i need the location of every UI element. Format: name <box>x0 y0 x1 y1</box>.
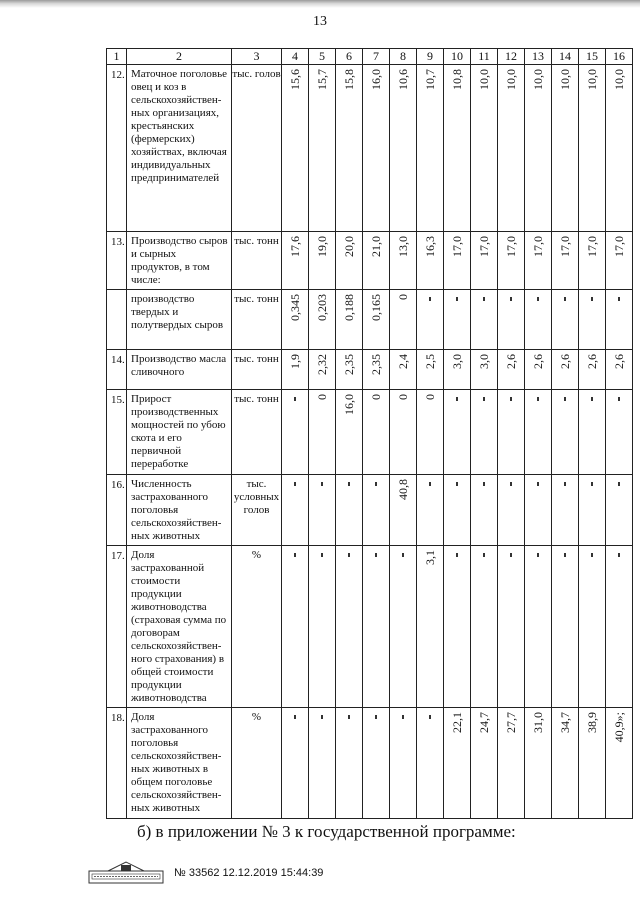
value-text: 2,6 <box>558 354 572 369</box>
value-cell <box>471 475 498 546</box>
dash-mark <box>375 715 377 719</box>
dash-mark <box>429 482 431 486</box>
value-cell <box>336 708 363 819</box>
value-cell <box>471 65 498 232</box>
dash-mark <box>294 715 296 719</box>
value-cell <box>444 65 471 232</box>
dash-mark <box>294 397 296 401</box>
dash-mark <box>564 482 566 486</box>
value-cell <box>552 390 579 475</box>
dash-mark <box>591 297 593 301</box>
value-cell <box>363 390 390 475</box>
value-text: 0,345 <box>288 294 302 321</box>
dash-mark <box>321 482 323 486</box>
header-cell: 10 <box>444 49 471 65</box>
value-cell <box>363 232 390 290</box>
table-row <box>107 65 633 232</box>
header-cell: 6 <box>336 49 363 65</box>
value-cell <box>579 350 606 390</box>
value-text: 2,32 <box>315 354 329 375</box>
value-cell <box>579 65 606 232</box>
value-cell <box>552 350 579 390</box>
value-cell <box>282 475 309 546</box>
value-cell <box>606 708 633 819</box>
value-cell <box>336 475 363 546</box>
header-cell: 5 <box>309 49 336 65</box>
dash-mark <box>483 553 485 557</box>
value-cell <box>498 232 525 290</box>
value-text: 2,35 <box>342 354 356 375</box>
value-text: 10,7 <box>423 69 437 90</box>
value-text: 17,0 <box>558 236 572 257</box>
value-cell <box>282 546 309 708</box>
unit-cell: тыс. голов <box>232 65 282 232</box>
header-cell: 1 <box>107 49 127 65</box>
indicator-name: Доля застрахованной стоимости продукции животноводства (страховая сумма по договорам сельскохозяйствен-ного страхования) в общей стоимости продукции животноводства <box>127 546 232 708</box>
value-cell <box>552 290 579 350</box>
value-cell <box>417 350 444 390</box>
dash-mark <box>456 482 458 486</box>
indicator-name: Маточное поголовье овец и коз в сельскохозяйствен-ных организациях, крестьянских (фермерских) хозяйствах, включая индивидуальных предпринимателей <box>127 65 232 232</box>
header-cell: 11 <box>471 49 498 65</box>
value-text: 19,0 <box>315 236 329 257</box>
table-row <box>107 390 633 475</box>
dash-mark <box>510 397 512 401</box>
value-text: 40,8 <box>396 479 410 500</box>
value-cell <box>336 350 363 390</box>
header-cell: 9 <box>417 49 444 65</box>
value-text: 10,0 <box>504 69 518 90</box>
unit-cell: % <box>232 708 282 819</box>
value-text: 0 <box>369 394 383 400</box>
value-cell <box>309 475 336 546</box>
value-cell <box>309 350 336 390</box>
value-cell <box>444 708 471 819</box>
dash-mark <box>402 553 404 557</box>
value-text: 0 <box>396 394 410 400</box>
header-cell: 16 <box>606 49 633 65</box>
dash-mark <box>510 297 512 301</box>
value-cell <box>390 708 417 819</box>
dash-mark <box>564 397 566 401</box>
dash-mark <box>429 715 431 719</box>
page-number: 13 <box>313 14 327 29</box>
value-text: 3,1 <box>423 550 437 565</box>
header-cell: 12 <box>498 49 525 65</box>
value-text: 15,8 <box>342 69 356 90</box>
unit-cell: тыс. тонн <box>232 350 282 390</box>
value-text: 0,188 <box>342 294 356 321</box>
unit-cell: тыс. тонн <box>232 232 282 290</box>
indicator-name: Численность застрахованного поголовья сельскохозяйствен-ных животных <box>127 475 232 546</box>
value-cell <box>498 708 525 819</box>
value-cell <box>363 290 390 350</box>
table-row <box>107 708 633 819</box>
value-text: 3,0 <box>450 354 464 369</box>
value-text: 0 <box>315 394 329 400</box>
value-cell <box>417 475 444 546</box>
value-text: 16,3 <box>423 236 437 257</box>
row-number: 14. <box>107 350 127 390</box>
value-cell <box>282 290 309 350</box>
value-text: 2,6 <box>531 354 545 369</box>
scan-top-edge <box>0 0 640 8</box>
dash-mark <box>348 553 350 557</box>
dash-mark <box>591 482 593 486</box>
value-cell <box>552 65 579 232</box>
value-cell <box>525 475 552 546</box>
dash-mark <box>618 482 620 486</box>
value-cell <box>525 350 552 390</box>
indicator-name: Прирост производственных мощностей по убою скота и его первичной переработке <box>127 390 232 475</box>
dash-mark <box>537 397 539 401</box>
value-text: 38,9 <box>585 712 599 733</box>
value-cell <box>579 708 606 819</box>
value-cell <box>417 290 444 350</box>
dash-mark <box>483 482 485 486</box>
value-cell <box>309 65 336 232</box>
value-cell <box>336 65 363 232</box>
unit-cell: тыс. условных голов <box>232 475 282 546</box>
value-text: 10,0 <box>585 69 599 90</box>
dash-mark <box>348 715 350 719</box>
row-number: 17. <box>107 546 127 708</box>
value-cell <box>309 290 336 350</box>
value-text: 27,7 <box>504 712 518 733</box>
indicator-name: Доля застрахованного поголовья сельскохозяйствен-ных животных в общем поголовье сельскохозяйствен-ных животных <box>127 708 232 819</box>
value-text: 2,5 <box>423 354 437 369</box>
value-cell <box>471 546 498 708</box>
footer-text: б) в приложении № 3 к государственной программе: <box>137 822 516 841</box>
value-cell <box>363 708 390 819</box>
value-cell <box>363 350 390 390</box>
value-cell <box>498 65 525 232</box>
value-text: 0 <box>423 394 437 400</box>
value-cell <box>417 65 444 232</box>
value-cell <box>363 475 390 546</box>
dash-mark <box>510 553 512 557</box>
dash-mark <box>375 553 377 557</box>
value-text: 2,6 <box>504 354 518 369</box>
value-cell <box>606 232 633 290</box>
value-text: 10,0 <box>558 69 572 90</box>
value-text: 15,7 <box>315 69 329 90</box>
table-row <box>107 475 633 546</box>
value-text: 24,7 <box>477 712 491 733</box>
value-cell <box>579 475 606 546</box>
dash-mark <box>591 553 593 557</box>
value-cell <box>606 350 633 390</box>
value-text: 2,6 <box>612 354 626 369</box>
value-cell <box>552 475 579 546</box>
dash-mark <box>591 397 593 401</box>
value-text: 16,0 <box>369 69 383 90</box>
header-cell: 14 <box>552 49 579 65</box>
row-number: 12. <box>107 65 127 232</box>
dash-mark <box>537 297 539 301</box>
value-cell <box>579 290 606 350</box>
value-cell <box>525 390 552 475</box>
value-cell <box>498 350 525 390</box>
value-cell <box>336 546 363 708</box>
value-cell <box>336 290 363 350</box>
value-text: 10,0 <box>612 69 626 90</box>
value-cell <box>282 390 309 475</box>
dash-mark <box>537 482 539 486</box>
value-cell <box>282 708 309 819</box>
dash-mark <box>483 397 485 401</box>
value-text: 31,0 <box>531 712 545 733</box>
value-cell <box>390 390 417 475</box>
value-cell <box>498 390 525 475</box>
value-cell <box>282 232 309 290</box>
dash-mark <box>402 715 404 719</box>
dash-mark <box>456 397 458 401</box>
row-number: 15. <box>107 390 127 475</box>
value-cell <box>606 546 633 708</box>
value-cell <box>390 290 417 350</box>
value-text: 21,0 <box>369 236 383 257</box>
value-cell <box>471 290 498 350</box>
value-cell <box>579 232 606 290</box>
indicator-name: Производство масла сливочного <box>127 350 232 390</box>
value-cell <box>363 65 390 232</box>
value-cell <box>471 390 498 475</box>
dash-mark <box>321 553 323 557</box>
table-row <box>107 290 633 350</box>
dash-mark <box>618 553 620 557</box>
value-cell <box>552 708 579 819</box>
value-text: 1,9 <box>288 354 302 369</box>
header-cell: 7 <box>363 49 390 65</box>
header-row <box>107 49 633 65</box>
value-cell <box>390 350 417 390</box>
dash-mark <box>375 482 377 486</box>
value-cell <box>309 232 336 290</box>
value-cell <box>525 290 552 350</box>
dash-mark <box>618 297 620 301</box>
value-cell <box>498 475 525 546</box>
header-cell: 3 <box>232 49 282 65</box>
dash-mark <box>456 297 458 301</box>
header-cell: 13 <box>525 49 552 65</box>
dash-mark <box>348 482 350 486</box>
dash-mark <box>483 297 485 301</box>
value-cell <box>417 546 444 708</box>
value-text: 34,7 <box>558 712 572 733</box>
value-cell <box>525 65 552 232</box>
value-text: 17,0 <box>612 236 626 257</box>
row-number <box>107 290 127 350</box>
value-text: 0,203 <box>315 294 329 321</box>
value-text: 40,9»; <box>612 712 626 743</box>
value-cell <box>444 390 471 475</box>
dash-mark <box>618 397 620 401</box>
value-text: 16,0 <box>342 394 356 415</box>
value-cell <box>579 390 606 475</box>
value-text: 2,35 <box>369 354 383 375</box>
value-cell <box>471 708 498 819</box>
value-text: 2,6 <box>585 354 599 369</box>
value-text: 17,0 <box>585 236 599 257</box>
value-text: 3,0 <box>477 354 491 369</box>
value-cell <box>525 708 552 819</box>
dash-mark <box>294 553 296 557</box>
value-text: 15,6 <box>288 69 302 90</box>
value-text: 10,8 <box>450 69 464 90</box>
value-text: 10,0 <box>477 69 491 90</box>
value-cell <box>282 65 309 232</box>
header-cell: 15 <box>579 49 606 65</box>
value-cell <box>444 232 471 290</box>
value-cell <box>606 290 633 350</box>
value-cell <box>552 232 579 290</box>
value-cell <box>471 350 498 390</box>
value-cell <box>390 65 417 232</box>
value-cell <box>417 708 444 819</box>
dash-mark <box>321 715 323 719</box>
value-text: 0,165 <box>369 294 383 321</box>
value-text: 17,0 <box>450 236 464 257</box>
value-cell <box>336 232 363 290</box>
document-registration-info: № 33562 12.12.2019 15:44:39 <box>174 867 324 879</box>
value-cell <box>525 546 552 708</box>
value-cell <box>579 546 606 708</box>
header-cell: 2 <box>127 49 232 65</box>
unit-cell: % <box>232 546 282 708</box>
row-number: 16. <box>107 475 127 546</box>
dash-mark <box>510 482 512 486</box>
value-cell <box>309 708 336 819</box>
value-cell <box>309 546 336 708</box>
value-cell <box>282 350 309 390</box>
value-text: 17,0 <box>531 236 545 257</box>
value-cell <box>552 546 579 708</box>
registry-stamp-logo <box>88 860 164 884</box>
dash-mark <box>294 482 296 486</box>
value-cell <box>498 290 525 350</box>
unit-cell: тыс. тонн <box>232 290 282 350</box>
value-cell <box>363 546 390 708</box>
unit-cell: тыс. тонн <box>232 390 282 475</box>
value-text: 10,6 <box>396 69 410 90</box>
value-cell <box>444 475 471 546</box>
value-cell <box>309 390 336 475</box>
value-cell <box>498 546 525 708</box>
table-row <box>107 350 633 390</box>
indicator-name: Производство сыров и сырных продуктов, в том числе: <box>127 232 232 290</box>
value-text: 17,0 <box>477 236 491 257</box>
dash-mark <box>564 297 566 301</box>
header-cell: 4 <box>282 49 309 65</box>
value-cell <box>471 232 498 290</box>
value-text: 13,0 <box>396 236 410 257</box>
value-text: 0 <box>396 294 410 300</box>
dash-mark <box>456 553 458 557</box>
value-cell <box>390 546 417 708</box>
value-cell <box>444 546 471 708</box>
row-number: 13. <box>107 232 127 290</box>
value-cell <box>336 390 363 475</box>
header-cell: 8 <box>390 49 417 65</box>
table-row <box>107 546 633 708</box>
indicator-name: производство твердых и полутвердых сыров <box>127 290 232 350</box>
value-text: 10,0 <box>531 69 545 90</box>
value-cell <box>444 350 471 390</box>
value-cell <box>444 290 471 350</box>
value-cell <box>417 232 444 290</box>
value-cell <box>606 390 633 475</box>
value-cell <box>606 65 633 232</box>
row-number: 18. <box>107 708 127 819</box>
value-cell <box>417 390 444 475</box>
dash-mark <box>537 553 539 557</box>
value-cell <box>525 232 552 290</box>
value-text: 17,0 <box>504 236 518 257</box>
table-row <box>107 232 633 290</box>
value-text: 2,4 <box>396 354 410 369</box>
value-text: 20,0 <box>342 236 356 257</box>
value-cell <box>390 232 417 290</box>
value-cell <box>390 475 417 546</box>
value-cell <box>606 475 633 546</box>
dash-mark <box>429 297 431 301</box>
indicators-table <box>106 48 633 819</box>
value-text: 17,6 <box>288 236 302 257</box>
value-text: 22,1 <box>450 712 464 733</box>
dash-mark <box>564 553 566 557</box>
